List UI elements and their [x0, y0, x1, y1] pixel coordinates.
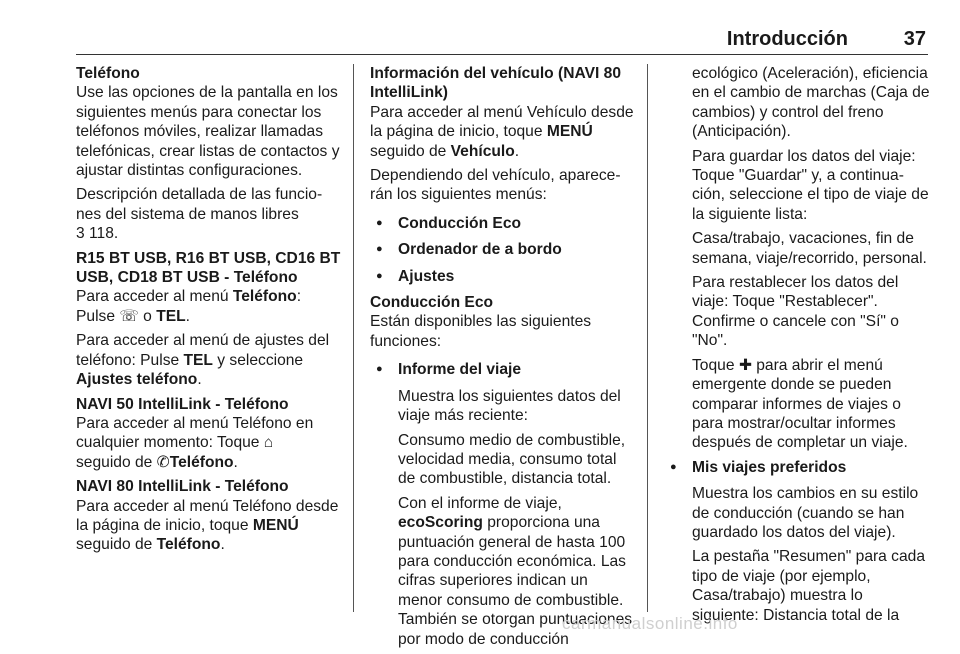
header-rule	[76, 54, 928, 55]
heading-navi50: NAVI 50 IntelliLink - Teléfono	[76, 395, 289, 413]
plus-icon: ✚	[738, 356, 752, 374]
column-1	[76, 64, 342, 560]
paragraph: Descripción detallada de las funciones del sistema de manos libres 3 118.	[76, 186, 323, 243]
paragraph: Muestra los siguientes datos del viaje más reciente:	[398, 387, 621, 425]
heading-info-vehiculo: Información del vehículo (NAVI 80 IntelliLink)	[370, 65, 621, 102]
list-item: ● Mis viajes preferidos	[664, 458, 930, 477]
heading-r15: R15 BT USB, R16 BT USB, CD16 BT USB, CD18 BT USB - Teléfono	[76, 249, 341, 287]
paragraph: La pestaña "Resumen" para cada tipo de viaje (por ejemplo, Casa/trabajo) muestra lo siguiente: Distancia total de la	[692, 548, 926, 624]
heading-telefono: Teléfono	[76, 65, 140, 82]
paragraph: Para acceder al menú Vehículo desde la página de inicio, toque MENÚ seguido de Vehículo.	[370, 103, 634, 160]
paragraph: Para restablecer los datos del viaje: Toque "Restablecer". Confirme o cancele con "Sí" o "No".	[692, 274, 899, 350]
page-reference: 3 118.	[76, 225, 119, 243]
paragraph: Dependiendo del vehículo, aparecerán los siguientes menús:	[370, 167, 621, 204]
paragraph: Para acceder al menú Teléfono desde la página de inicio, toque MENÚ seguido de Teléfono.	[76, 497, 339, 554]
paragraph: Para acceder al menú de ajustes del teléfono: Pulse TEL y seleccione Ajustes teléfono.	[76, 332, 330, 389]
section-title: Introducción	[726, 28, 848, 50]
paragraph: Con el informe de viaje, ecoScoring proporciona una puntuación general de hasta 100 para conducción económica. Las cifras superiores indican un menor consumo de combustible. También se otorgan puntuaciones por modo de conducción	[398, 494, 633, 648]
list-item: ● Informe del viaje	[370, 360, 636, 379]
paragraph: Para acceder al menú Teléfono en cualquier momento: Toque ⌂ seguido de ✆Teléfono.	[76, 414, 314, 471]
paragraph: Para acceder al menú Teléfono: Pulse ☏ o TEL.	[76, 288, 302, 325]
paragraph: Consumo medio de combustible, velocidad media, consumo total de combustible, distancia total.	[398, 431, 626, 488]
column-divider	[353, 64, 354, 612]
heading-conduccion-eco: Conducción Eco	[370, 294, 494, 312]
page-number: 37	[903, 28, 926, 50]
paragraph: Muestra los cambios en su estilo de conducción (cuando se han guardado los datos del viaje).	[692, 485, 919, 541]
paragraph: Use las opciones de la pantalla en los siguientes menús para conectar los teléfonos móviles, realizar llamadas telefónicas, crear listas de contactos y ajustar distintas configuraciones.	[76, 84, 340, 180]
paragraph: Toque ✚ para abrir el menú emergente donde se pueden comparar informes de viajes o para mostrar/ocultar informes después de completar un viaje.	[692, 356, 908, 452]
column-2	[370, 64, 636, 654]
watermark: carmanualsonline.info	[562, 614, 738, 633]
list-item-body	[664, 64, 930, 453]
phone-icon: ☏	[119, 307, 139, 325]
list-item: ● Ordenador de a bordo	[370, 240, 636, 259]
list-item: ● Conducción Eco	[370, 214, 636, 233]
paragraph: ecológico (Aceleración), eficiencia en el cambio de marchas (Caja de cambios) y control del freno (Anticipación).	[692, 65, 930, 141]
paragraph: Casa/trabajo, vacaciones, fin de semana, viaje/recorrido, personal.	[692, 230, 927, 267]
column-3	[664, 64, 930, 630]
home-icon: ⌂	[263, 434, 274, 452]
list-item: ● Ajustes	[370, 267, 636, 286]
paragraph: Para guardar los datos del viaje: Toque "Guardar" y, a continuación, seleccione el tipo de viaje de la siguiente lista:	[692, 147, 929, 223]
list-item-body	[370, 387, 636, 649]
column-divider	[647, 64, 648, 612]
paragraph: Están disponibles las siguientes funciones:	[370, 313, 592, 350]
heading-navi80: NAVI 80 IntelliLink - Teléfono	[76, 478, 289, 496]
list-item-body	[664, 484, 930, 625]
phone-menu-label: ✆Teléfono	[156, 453, 234, 471]
